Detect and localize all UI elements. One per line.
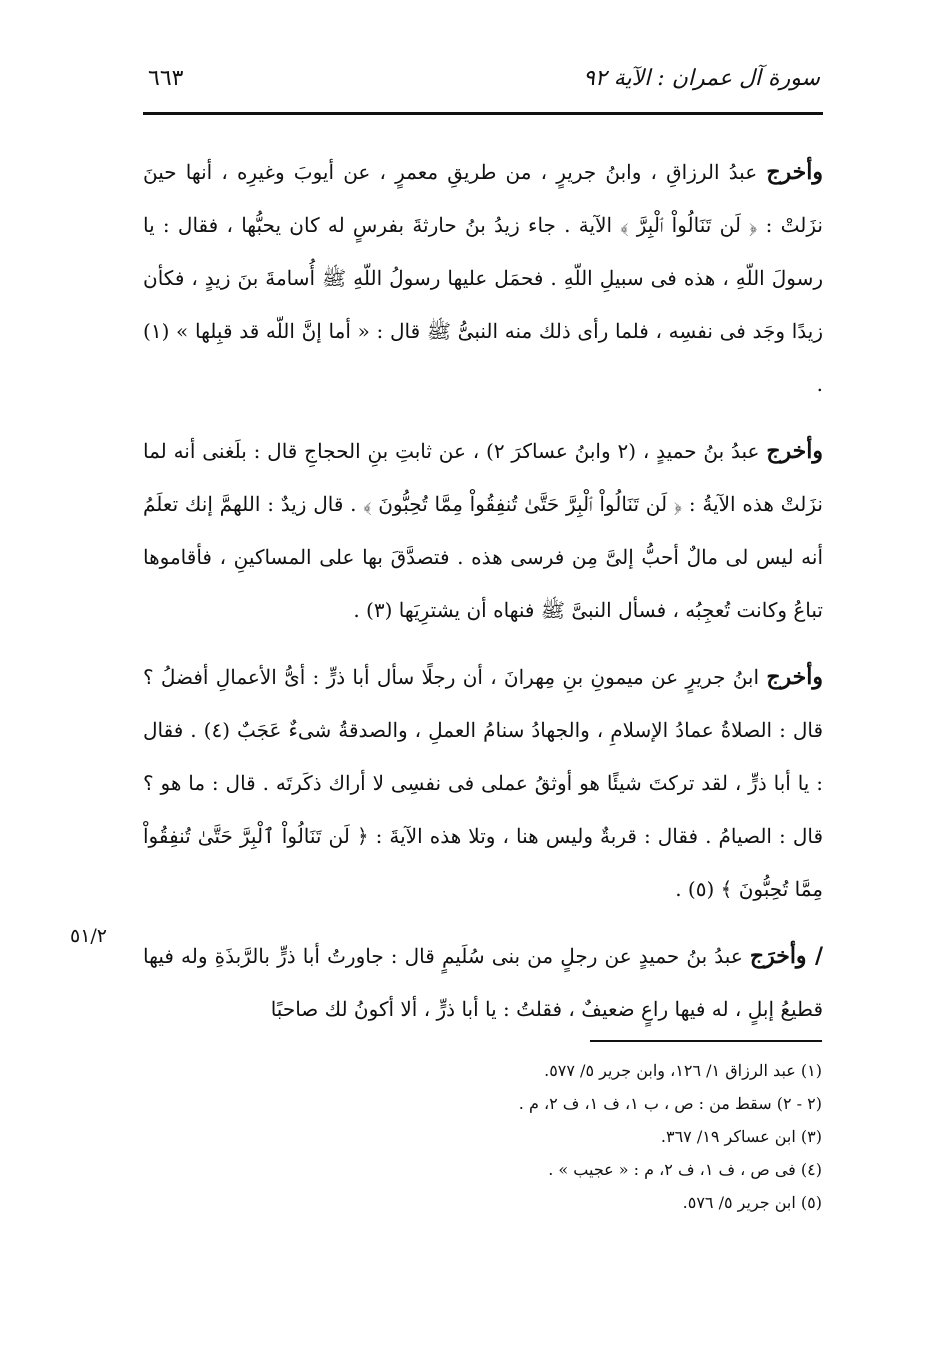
paragraph-1 [143, 146, 823, 411]
paragraph-lead: وأخرج [766, 438, 824, 464]
paragraph-lead: وأخرج [766, 664, 823, 690]
main-text [143, 146, 823, 1050]
paragraph-text: ابنُ جريرٍ عن ميمونِ بنِ مِهرانَ ، أن رجلًا سأل أبا ذرٍّ : أىُّ الأعمالِ أفضلُ ؟ قال : الصلاةُ عمادُ الإسلامِ ، والجهادُ سنامُ العملِ ، والصدقةُ شىءٌ عَجَبٌ (٤) . فقال : يا أبا ذرٍّ ، لقد تركتَ شيئًا هو أوثقُ عملى فى نفسِى لا أراك ذكَرتَه . قال : ما هو ؟ قال : الصيامُ . فقال : قربةٌ وليس هنا ، وتلا هذه الآيةَ : ﴿ لَن تَنَالُواْ ٱلْبِرَّ حَتَّىٰ تُنفِقُواْ مِمَّا تُحِبُّونَ ﴾ (٥) . [143, 665, 823, 901]
paragraph-2 [143, 425, 823, 637]
margin-reference: ٥١/٢ [70, 925, 108, 947]
running-title: سورة آل عمران : الآية ٩٢ [583, 66, 820, 91]
footnote-3: (٣) ابن عساكر ١٩/ ٣٦٧. [660, 1127, 822, 1146]
paragraph-text: عبدُ بنُ حميدٍ عن رجلٍ من بنى سُلَيمٍ قال : جاورتُ أبا ذرٍّ بالرَّبذَةِ وله فيها قطيعُ إبلٍ ، له فيها راعٍ ضعيفٌ ، فقلتُ : يا أبا ذرٍّ ، ألا أكونُ لك صاحبًا [143, 944, 823, 1021]
footnote-1: (١) عبد الرزاق ١/ ١٢٦، وابن جرير ٥/ ٥٧٧. [544, 1061, 822, 1080]
footnote-rule [590, 1040, 822, 1042]
page-number: ٦٦٣ [148, 66, 184, 91]
paragraph-text: عبدُ الرزاقِ ، وابنُ جريرٍ ، من طريقِ معمرٍ ، عن أيوبَ وغيرِه ، أنها حينَ نزَلتْ : ﴿ لَن تَنَالُواْ ٱلْبِرَّ ﴾ الآية . جاء زيدُ بنُ حارثةَ بفرسٍ له كان يحبُّها ، فقال : يا رسولَ اللّهِ ، هذه فى سبيلِ اللّهِ . فحمَل عليها رسولُ اللّهِ ﷺ أُسامةَ بنَ زيدٍ ، فكأن زيدًا وجَد فى نفسِه ، فلما رأى ذلك منه النبىُّ ﷺ قال : « أما إنَّ اللّه قد قبِلها » (١) . [143, 160, 823, 396]
footnote-4: (٤) فى ص ، ف ١، ف ٢، م : « عجيب » . [548, 1160, 822, 1179]
paragraph-lead: وأخرج [766, 159, 823, 185]
footnote-5: (٥) ابن جرير ٥/ ٥٧٦. [682, 1193, 822, 1212]
paragraph-3 [143, 651, 823, 916]
page-header [140, 60, 820, 104]
paragraph-lead: / وأخرَج [749, 943, 824, 969]
paragraph-4 [143, 930, 823, 1036]
footnote-2: (٢ - ٢) سقط من : ص ، ب ١، ف ١، ف ٢، م . [518, 1094, 822, 1113]
header-rule [143, 112, 823, 115]
paragraph-text: عبدُ بنُ حميدٍ ، (٢ وابنُ عساكرَ ٢) ، عن ثابتِ بنِ الحجاجِ قال : بلَغنى أنه لما نزَلتْ هذه الآيةُ : ﴿ لَن تَنَالُواْ ٱلْبِرَّ حَتَّىٰ تُنفِقُواْ مِمَّا تُحِبُّونَ ﴾ . قال زيدٌ : اللهمَّ إنك تعلَمُ أنه ليس لى مالٌ أحبُّ إلىَّ مِن فرسى هذه . فتصدَّقَ بها على المساكينِ ، فأقاموها تباعُ وكانت تُعجِبُه ، فسأل النبىَّ ﷺ فنهاه أن يشترِيَها (٣) . [143, 439, 823, 622]
footnotes [300, 1054, 822, 1219]
